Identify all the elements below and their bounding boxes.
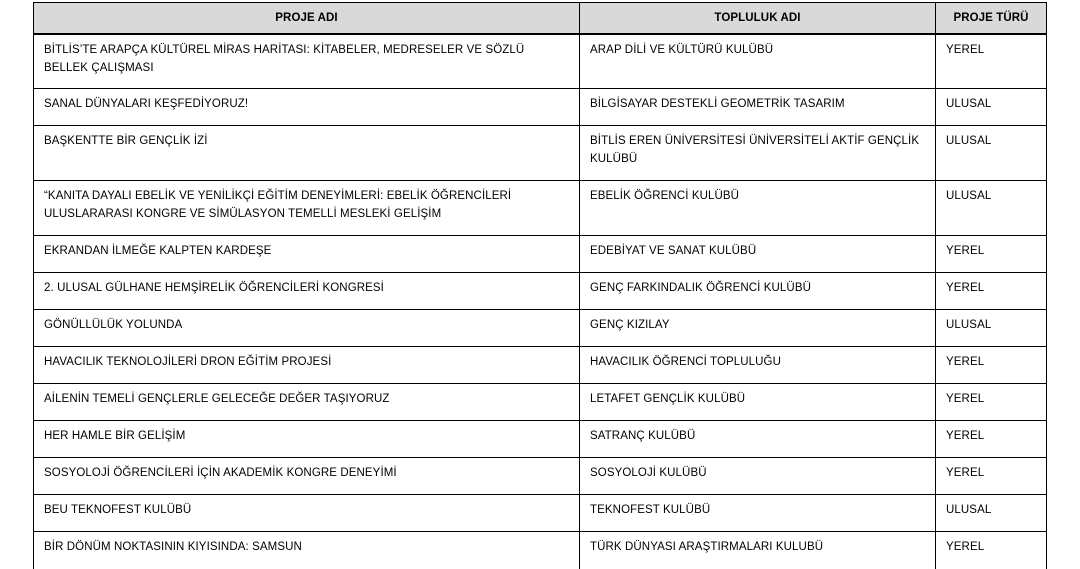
project-type-cell: YEREL (936, 384, 1047, 421)
table-row (34, 458, 1047, 495)
project-type-cell: ULUSAL (936, 495, 1047, 532)
project-type-cell: YEREL (936, 347, 1047, 384)
project-name-cell: “KANITA DAYALI EBELİK VE YENİLİKÇİ EĞİTİM DENEYİMLERİ: EBELİK ÖĞRENCİLERİ ULUSLARARASI KONGRE VE SİMÜLASYON TEMELLİ MESLEKİ GELİŞİM (34, 181, 580, 236)
club-name-cell: TÜRK DÜNYASI ARAŞTIRMALARI KULUBÜ (580, 532, 936, 569)
project-type-cell: ULUSAL (936, 126, 1047, 181)
club-name-cell: EBELİK ÖĞRENCİ KULÜBÜ (580, 181, 936, 236)
club-name-cell: SATRANÇ KULÜBÜ (580, 421, 936, 458)
header-project-type: PROJE TÜRÜ (936, 3, 1047, 34)
project-name-cell: BİTLİS’TE ARAPÇA KÜLTÜREL MİRAS HARİTASI: KİTABELER, MEDRESELER VE SÖZLÜ BELLEK ÇALIŞMASI (34, 34, 580, 89)
header-club-name: TOPLULUK ADI (580, 3, 936, 34)
club-name-cell: GENÇ FARKINDALIK ÖĞRENCİ KULÜBÜ (580, 273, 936, 310)
project-type-cell: YEREL (936, 532, 1047, 569)
projects-table (33, 2, 1047, 569)
project-type-cell: YEREL (936, 421, 1047, 458)
club-name-cell: TEKNOFEST KULÜBÜ (580, 495, 936, 532)
project-name-cell: HAVACILIK TEKNOLOJİLERİ DRON EĞİTİM PROJESİ (34, 347, 580, 384)
project-name-cell: 2. ULUSAL GÜLHANE HEMŞİRELİK ÖĞRENCİLERİ KONGRESİ (34, 273, 580, 310)
project-name-cell: BİR DÖNÜM NOKTASININ KIYISINDA: SAMSUN (34, 532, 580, 569)
project-name-cell: BEU TEKNOFEST KULÜBÜ (34, 495, 580, 532)
project-type-cell: YEREL (936, 458, 1047, 495)
club-name-cell: SOSYOLOJİ KULÜBÜ (580, 458, 936, 495)
table-row (34, 34, 1047, 89)
table-row (34, 181, 1047, 236)
project-name-cell: BAŞKENTTE BİR GENÇLİK İZİ (34, 126, 580, 181)
project-name-cell: EKRANDAN İLMEĞE KALPTEN KARDEŞE (34, 236, 580, 273)
project-type-cell: YEREL (936, 34, 1047, 89)
project-name-cell: HER HAMLE BİR GELİŞİM (34, 421, 580, 458)
table-row (34, 89, 1047, 126)
project-name-cell: AİLENİN TEMELİ GENÇLERLE GELECEĞE DEĞER TAŞIYORUZ (34, 384, 580, 421)
project-name-cell: SANAL DÜNYALARI KEŞFEDİYORUZ! (34, 89, 580, 126)
table-row (34, 273, 1047, 310)
table-row (34, 310, 1047, 347)
table-row (34, 421, 1047, 458)
project-name-cell: SOSYOLOJİ ÖĞRENCİLERİ İÇİN AKADEMİK KONGRE DENEYİMİ (34, 458, 580, 495)
project-type-cell: YEREL (936, 273, 1047, 310)
club-name-cell: GENÇ KIZILAY (580, 310, 936, 347)
club-name-cell: EDEBİYAT VE SANAT KULÜBÜ (580, 236, 936, 273)
table-row (34, 384, 1047, 421)
club-name-cell: BİTLİS EREN ÜNİVERSİTESİ ÜNİVERSİTELİ AKTİF GENÇLİK KULÜBÜ (580, 126, 936, 181)
project-type-cell: YEREL (936, 236, 1047, 273)
table-header-row (34, 3, 1047, 34)
table-row (34, 126, 1047, 181)
club-name-cell: ARAP DİLİ VE KÜLTÜRÜ KULÜBÜ (580, 34, 936, 89)
table-row (34, 495, 1047, 532)
header-project-name: PROJE ADI (34, 3, 580, 34)
table-row (34, 236, 1047, 273)
project-type-cell: ULUSAL (936, 310, 1047, 347)
table-row (34, 532, 1047, 569)
club-name-cell: BİLGİSAYAR DESTEKLİ GEOMETRİK TASARIM (580, 89, 936, 126)
project-type-cell: ULUSAL (936, 89, 1047, 126)
club-name-cell: HAVACILIK ÖĞRENCİ TOPLULUĞU (580, 347, 936, 384)
club-name-cell: LETAFET GENÇLİK KULÜBÜ (580, 384, 936, 421)
project-name-cell: GÖNÜLLÜLÜK YOLUNDA (34, 310, 580, 347)
table-row (34, 347, 1047, 384)
project-type-cell: ULUSAL (936, 181, 1047, 236)
